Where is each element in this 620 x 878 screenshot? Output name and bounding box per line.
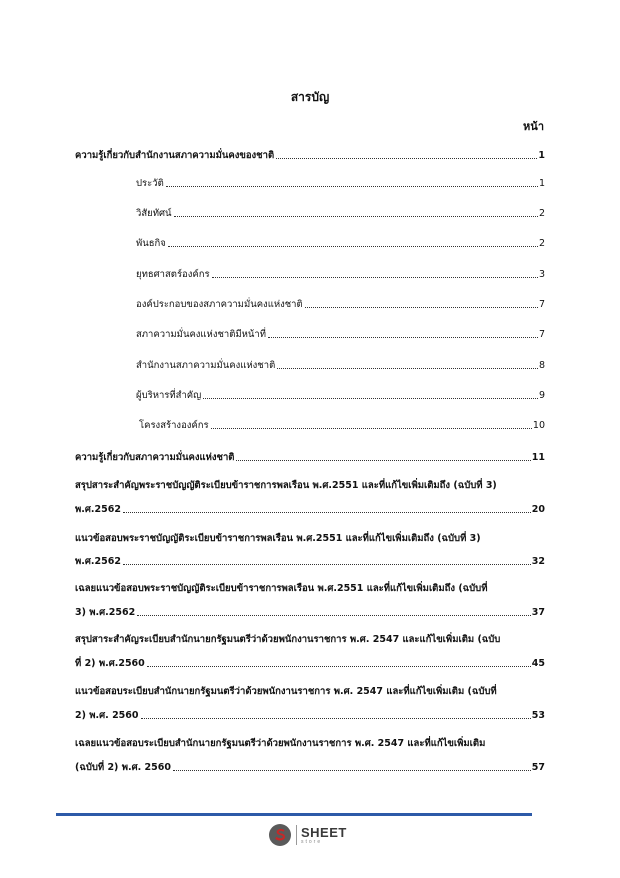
dot-leader: [173, 770, 531, 771]
toc-entry-text: ประวัติ: [136, 178, 164, 189]
toc-entry-gov-employee-summary-line1[interactable]: สรุปสาระสำคัญระเบียบสำนักนายกรัฐมนตรีว่าด้วยพนักงานราชการ พ.ศ. 2547 และแก้ไขเพิ่มเติม (ฉบับ: [75, 634, 501, 645]
toc-entry-mission[interactable]: [136, 238, 545, 250]
logo-brand-sub: store: [301, 838, 323, 845]
toc-entry-history[interactable]: [136, 178, 545, 190]
toc-entry-gov-employee-answers-line1[interactable]: เฉลยแนวข้อสอบระเบียบสำนักนายกรัฐมนตรีว่าด้วยพนักงานราชการ พ.ศ. 2547 และที่แก้ไขเพิ่มเติม: [75, 738, 486, 749]
toc-entry-page: 3: [538, 269, 545, 280]
dot-leader: [212, 277, 538, 278]
toc-entry-text: ที่ 2) พ.ศ.2560: [75, 658, 145, 669]
toc-entry-page: 11: [531, 452, 545, 463]
toc-entry-org-structure[interactable]: [139, 420, 545, 432]
toc-entry-text: ยุทธศาสตร์องค์กร: [136, 269, 210, 280]
dot-leader: [123, 564, 531, 565]
dot-leader: [211, 428, 532, 429]
toc-entry-civil-act-exam[interactable]: [75, 556, 545, 568]
dot-leader: [268, 337, 538, 338]
toc-entry-composition[interactable]: [136, 299, 545, 311]
toc-entry-gov-employee-summary[interactable]: [75, 658, 545, 670]
toc-entry-duties[interactable]: [136, 329, 545, 341]
toc-entry-text: ความรู้เกี่ยวกับสำนักงานสภาความมั่นคงของชาติ: [75, 150, 275, 161]
toc-entry-gov-employee-exam[interactable]: [75, 710, 545, 722]
page-column-label: หน้า: [523, 120, 544, 133]
toc-entry-civil-act-exam-line1[interactable]: แนวข้อสอบพระราชบัญญัติระเบียบข้าราชการพลเรือน พ.ศ.2551 และที่แก้ไขเพิ่มเติมถึง (ฉบับที่ 3): [75, 533, 481, 544]
sheet-store-logo-icon: [268, 823, 292, 847]
footer-rule: [56, 813, 532, 816]
toc-entry-gov-employee-answers[interactable]: [75, 762, 545, 774]
toc-entry-page: 9: [538, 390, 545, 401]
toc-entry-text: สำนักงานสภาความมั่นคงแห่งชาติ: [136, 360, 276, 371]
toc-entry-executives[interactable]: [136, 390, 545, 402]
toc-entry-page: 1: [538, 178, 545, 189]
dot-leader: [141, 718, 531, 719]
sheet-store-logo: [268, 823, 347, 847]
toc-entry-civil-act-answers[interactable]: [75, 607, 545, 619]
toc-entry-strategy[interactable]: [136, 269, 545, 281]
toc-entry-page: 53: [531, 710, 545, 721]
toc-entry-page: 10: [532, 420, 545, 431]
toc-entry-page: 2: [538, 238, 545, 249]
dot-leader: [168, 246, 538, 247]
toc-entry-nsc-office[interactable]: [75, 150, 545, 162]
dot-leader: [236, 460, 530, 461]
toc-entry-text: ความรู้เกี่ยวกับสภาความมั่นคงแห่งชาติ: [75, 452, 235, 463]
toc-entry-page: 45: [531, 658, 545, 669]
toc-entry-page: 8: [538, 360, 545, 371]
dot-leader: [123, 512, 531, 513]
toc-entry-text: โครงสร้างองค์กร: [139, 420, 209, 431]
toc-entry-page: 2: [538, 208, 545, 219]
toc-entry-page: 7: [538, 329, 545, 340]
logo-wordmark: [301, 826, 347, 845]
toc-entry-page: 20: [531, 504, 545, 515]
dot-leader: [147, 666, 531, 667]
dot-leader: [137, 615, 531, 616]
toc-entry-text: 2) พ.ศ. 2560: [75, 710, 139, 721]
toc-entry-nsc-office-sub[interactable]: [136, 360, 545, 372]
dot-leader: [174, 216, 538, 217]
toc-entry-text: องค์ประกอบของสภาความมั่นคงแห่งชาติ: [136, 299, 303, 310]
toc-entry-text: พันธกิจ: [136, 238, 166, 249]
dot-leader: [277, 368, 538, 369]
toc-entry-text: (ฉบับที่ 2) พ.ศ. 2560: [75, 762, 171, 773]
toc-entry-text: ผู้บริหารที่สำคัญ: [136, 390, 202, 401]
toc-entry-civil-act-summary[interactable]: [75, 504, 545, 516]
toc-entry-text: พ.ศ.2562: [75, 504, 121, 515]
toc-entry-civil-act-answers-line1[interactable]: เฉลยแนวข้อสอบพระราชบัญญัติระเบียบข้าราชการพลเรือน พ.ศ.2551 และที่แก้ไขเพิ่มเติมถึง (ฉบับที่: [75, 583, 488, 594]
toc-entry-page: 1: [538, 150, 545, 161]
page-title: สารบัญ: [290, 90, 330, 104]
logo-brand: SHEET: [301, 824, 347, 840]
toc-entry-gov-employee-exam-line1[interactable]: แนวข้อสอบระเบียบสำนักนายกรัฐมนตรีว่าด้วยพนักงานราชการ พ.ศ. 2547 และที่แก้ไขเพิ่มเติม (ฉบับที่: [75, 686, 497, 697]
toc-entry-nsc-council[interactable]: [75, 452, 545, 464]
toc-entry-page: 7: [538, 299, 545, 310]
toc-entry-vision[interactable]: [136, 208, 545, 220]
dot-leader: [166, 186, 538, 187]
dot-leader: [305, 307, 538, 308]
toc-entry-text: วิสัยทัศน์: [136, 208, 172, 219]
logo-separator: [296, 825, 297, 845]
toc-entry-text: 3) พ.ศ.2562: [75, 607, 136, 618]
dot-leader: [203, 398, 538, 399]
toc-entry-page: 32: [531, 556, 545, 567]
toc-entry-page: 37: [531, 607, 545, 618]
toc-entry-text: สภาความมั่นคงแห่งชาติมีหน้าที่: [136, 329, 267, 340]
dot-leader: [276, 158, 537, 159]
toc-entry-text: พ.ศ.2562: [75, 556, 121, 567]
toc-entry-civil-act-summary-line1[interactable]: สรุปสาระสำคัญพระราชบัญญัติระเบียบข้าราชการพลเรือน พ.ศ.2551 และที่แก้ไขเพิ่มเติมถึง (ฉบับที่ 3): [75, 480, 497, 491]
toc-entry-page: 57: [531, 762, 545, 773]
